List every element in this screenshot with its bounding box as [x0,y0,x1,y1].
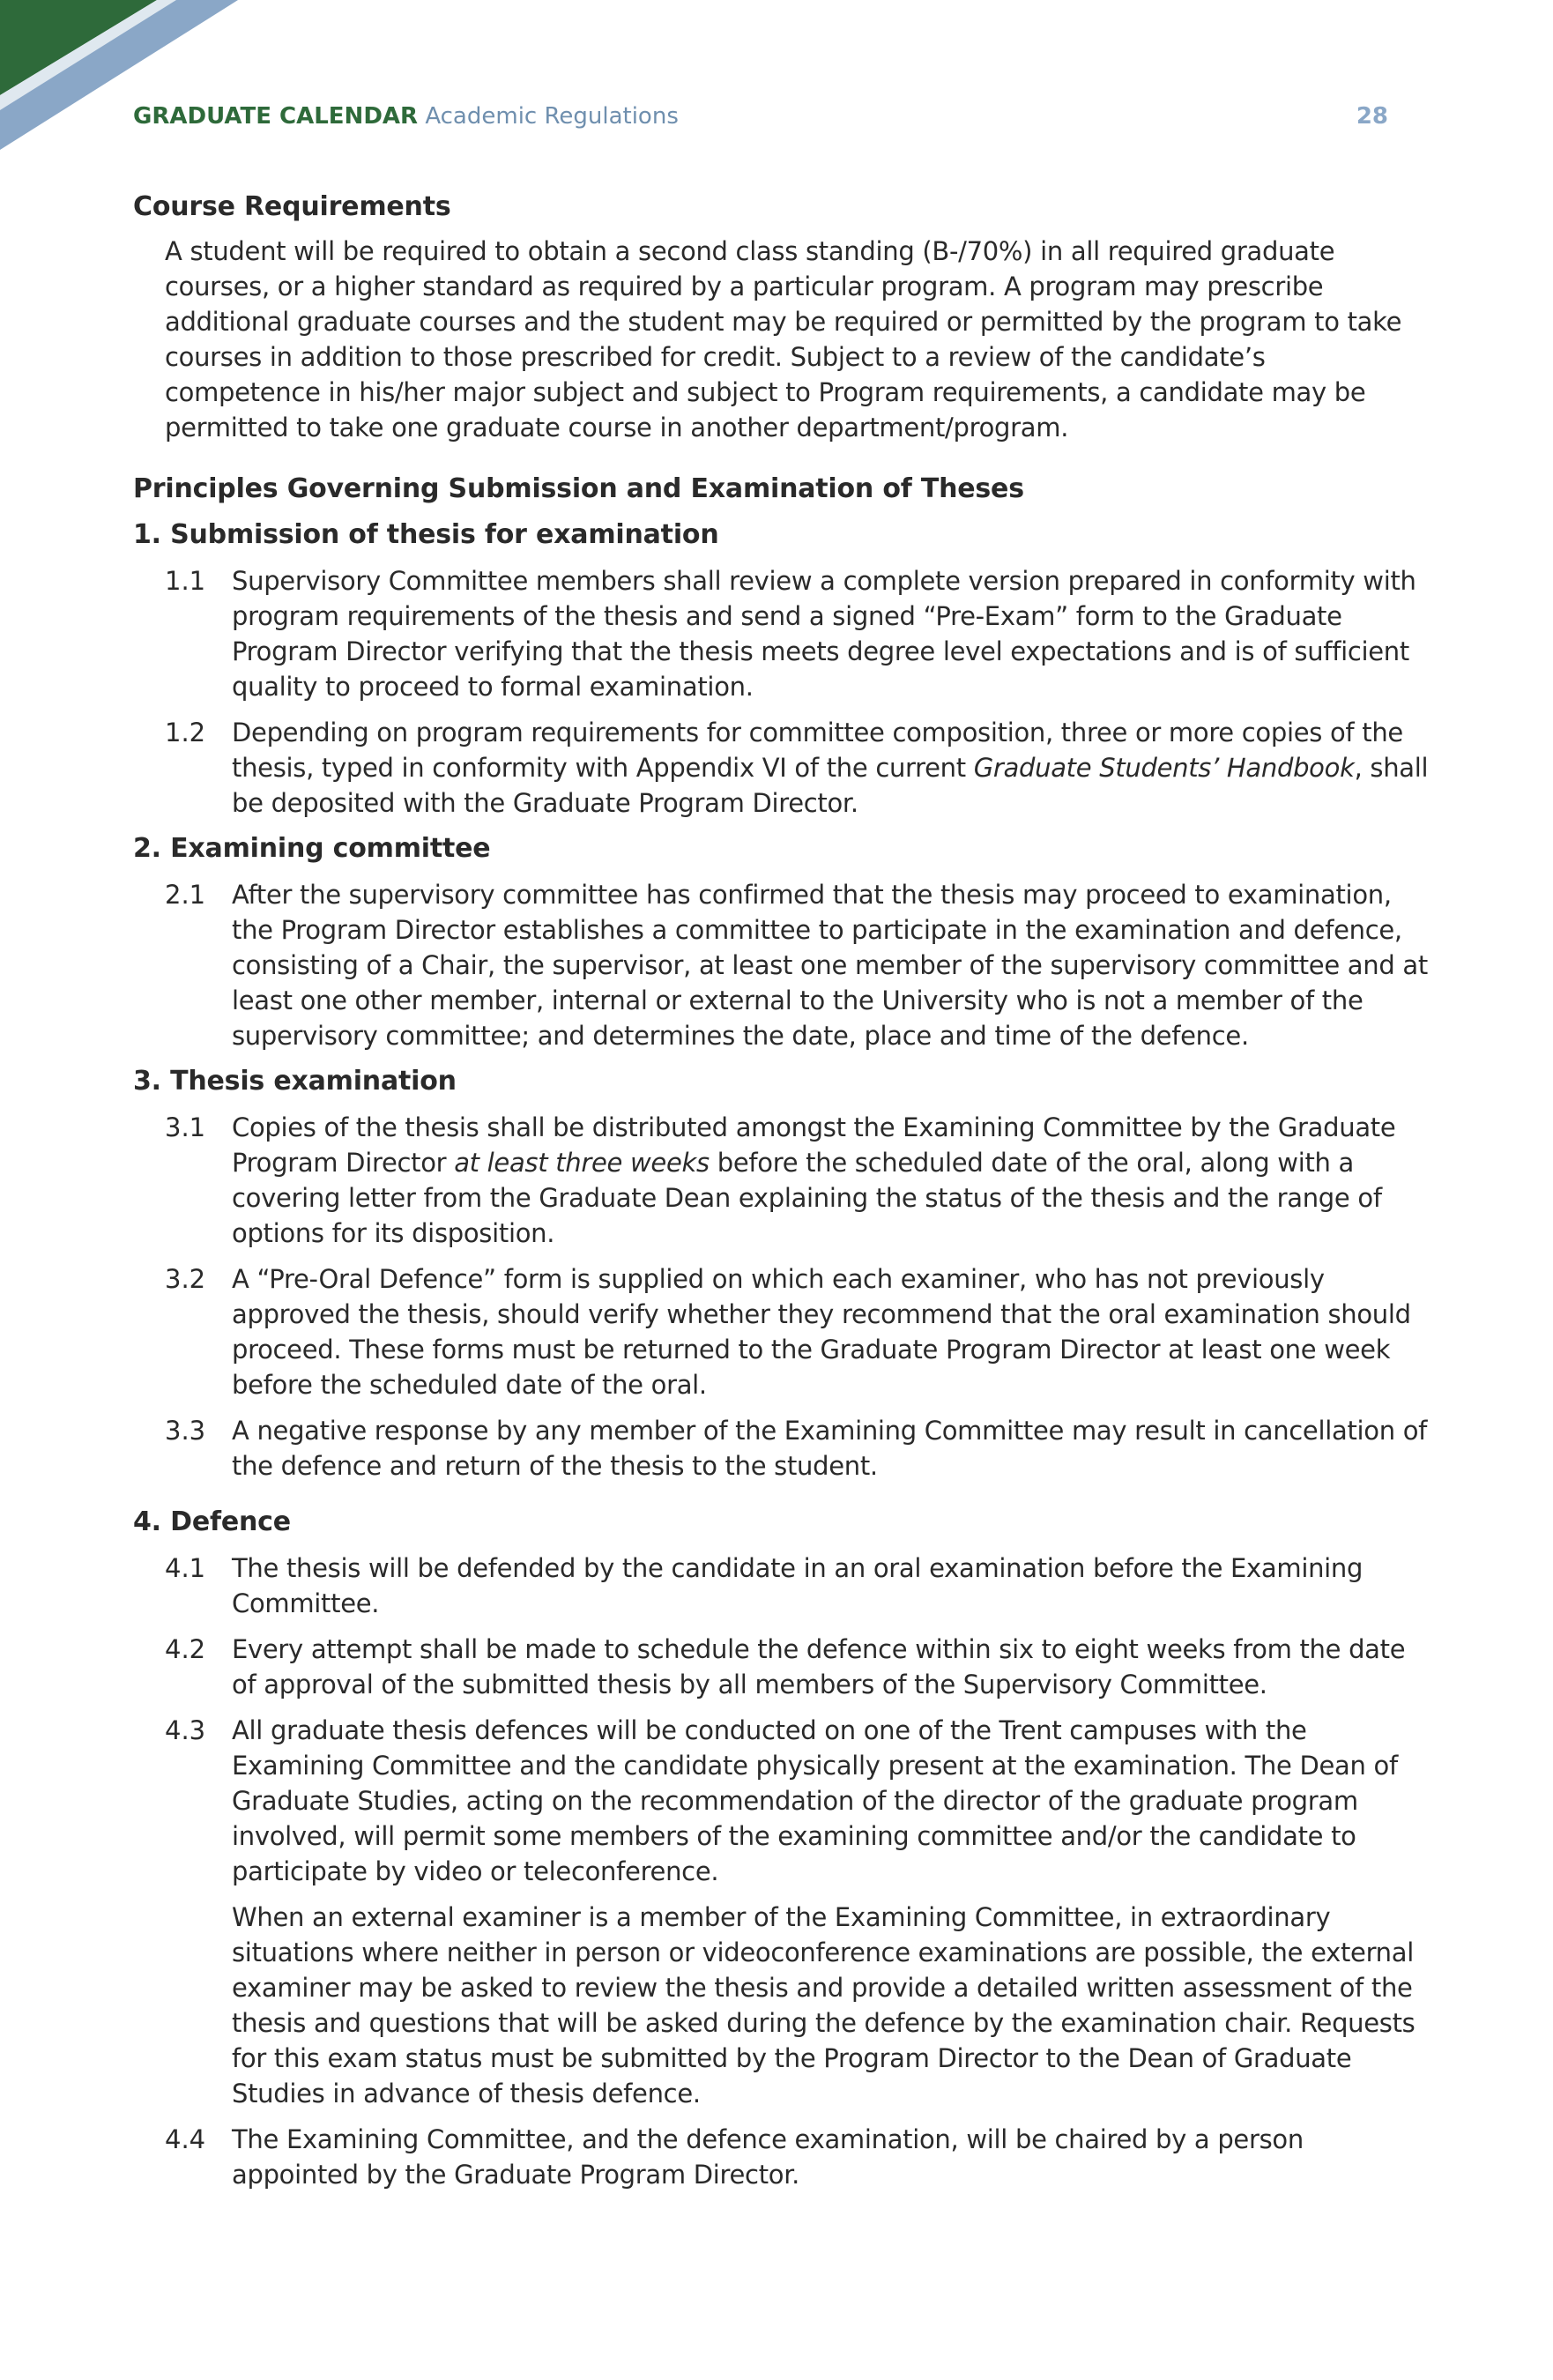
item-number: 4.3 [165,1715,206,1745]
page-content [133,190,1429,2192]
corner-decoration [0,0,238,159]
section-3-heading: 3. Thesis examination [133,1066,457,1097]
item-text: The Examining Committee, and the defence examination, will be chaired by a person appointed by the Graduate Program Director. [232,2124,1304,2190]
list-item-3-1 [133,1110,1429,1251]
list-item-4-3-continuation: When an external examiner is a member of the Examining Committee, in extraordinary situations where neither in person or videoconference examinations are possible, the external examiner may be asked to review the thesis and provide a detailed written assessment of the thesis and questions that will be asked during the defence by the examination chair. Requests for this exam status must be submitted by the Program Director to the Dean of Graduate Studies in advance of thesis defence. [232,1902,1416,2109]
item-number: 2.1 [165,880,206,910]
item-text-part: before the scheduled date of the oral, along with a covering letter from the Graduate Dean explaining the status of the thesis and the range of options for its disposition. [232,1148,1382,1248]
handbook-title: Graduate Students’ Handbook [973,753,1355,783]
principles-heading: Principles Governing Submission and Examination of Theses [133,473,1024,504]
item-number: 1.2 [165,718,206,747]
emphasis-text: at least three weeks [454,1148,710,1178]
list-item-4-1 [133,1551,1429,1621]
header-section: Academic Regulations [425,103,679,130]
section-1-heading: 1. Submission of thesis for examination [133,519,719,550]
item-text-part: Copies of the thesis shall be distributed amongst the Examining Committee by the Graduate Program Director [232,1112,1396,1178]
item-number: 3.1 [165,1112,206,1142]
item-text-part: , shall be deposited with the Graduate Program Director. [232,753,1429,818]
section-2-heading: 2. Examining committee [133,833,491,864]
item-text [232,1110,1429,1251]
list-item-3-2 [133,1261,1429,1402]
list-item-4-3 [133,1713,1429,1889]
item-number: 1.1 [165,566,206,596]
item-number: 4.4 [165,2124,206,2154]
item-number: 3.2 [165,1264,206,1294]
item-text: After the supervisory committee has confirmed that the thesis may proceed to examination, the Program Director establishes a committee to participate in the examination and defence, consisting of a Chair, the supervisor, at least one member of the supervisory committee and at least one other member, internal or external to the University who is not a member of the supervisory committee; and determines the date, place and time of the defence. [232,880,1428,1051]
page-header [133,99,1388,134]
list-item-4-4 [133,2122,1429,2192]
item-number: 4.1 [165,1553,206,1583]
item-text: All graduate thesis defences will be conducted on one of the Trent campuses with the Examining Committee and the candidate physically present at the examination. The Dean of Graduate Studies, acting on the recommendation of the director of the graduate program involved, will permit some members of the examining committee and/or the candidate to participate by video or teleconference. [232,1715,1398,1886]
header-title [133,99,679,134]
item-text [232,715,1429,821]
item-text-part: Depending on program requirements for committee composition, three or more copies of the thesis, typed in conformity with Appendix VI of the current [232,718,1403,783]
section-4-heading: 4. Defence [133,1506,291,1537]
item-text: A “Pre-Oral Defence” form is supplied on which each examiner, who has not previously approved the thesis, should verify whether they recommend that the oral examination should proceed. These forms must be returned to the Graduate Program Director at least one week before the scheduled date of the oral. [232,1264,1411,1400]
item-number: 4.2 [165,1634,206,1664]
item-text: Every attempt shall be made to schedule the defence within six to eight weeks from the date of approval of the submitted thesis by all members of the Supervisory Committee. [232,1634,1406,1699]
page-number: 28 [1356,103,1388,130]
course-requirements-heading: Course Requirements [133,191,451,222]
list-item-1-1 [133,563,1429,704]
list-item-1-2 [133,715,1429,821]
list-item-4-2 [133,1632,1429,1702]
header-brand: GRADUATE CALENDAR [133,103,419,130]
item-text: A negative response by any member of the Examining Committee may result in cancellation of the defence and return of the thesis to the student. [232,1416,1428,1481]
course-requirements-body: A student will be required to obtain a second class standing (B-/70%) in all required graduate courses, or a higher standard as required by a particular program. A program may prescribe additional graduate courses and the student may be required or permitted by the program to take courses in addition to those prescribed for credit. Subject to a review of the candidate’s competence in his/her major subject and subject to Program requirements, a candidate may be permitted to take one graduate course in another department/program. [165,236,1402,443]
item-text: Supervisory Committee members shall review a complete version prepared in conformity with program requirements of the thesis and send a signed “Pre-Exam” form to the Graduate Program Director verifying that the thesis meets degree level expectations and is of sufficient quality to proceed to formal examination. [232,566,1416,702]
item-number: 3.3 [165,1416,206,1446]
list-item-3-3 [133,1413,1429,1484]
item-text: The thesis will be defended by the candidate in an oral examination before the Examining Committee. [232,1553,1364,1618]
list-item-2-1 [133,877,1429,1053]
